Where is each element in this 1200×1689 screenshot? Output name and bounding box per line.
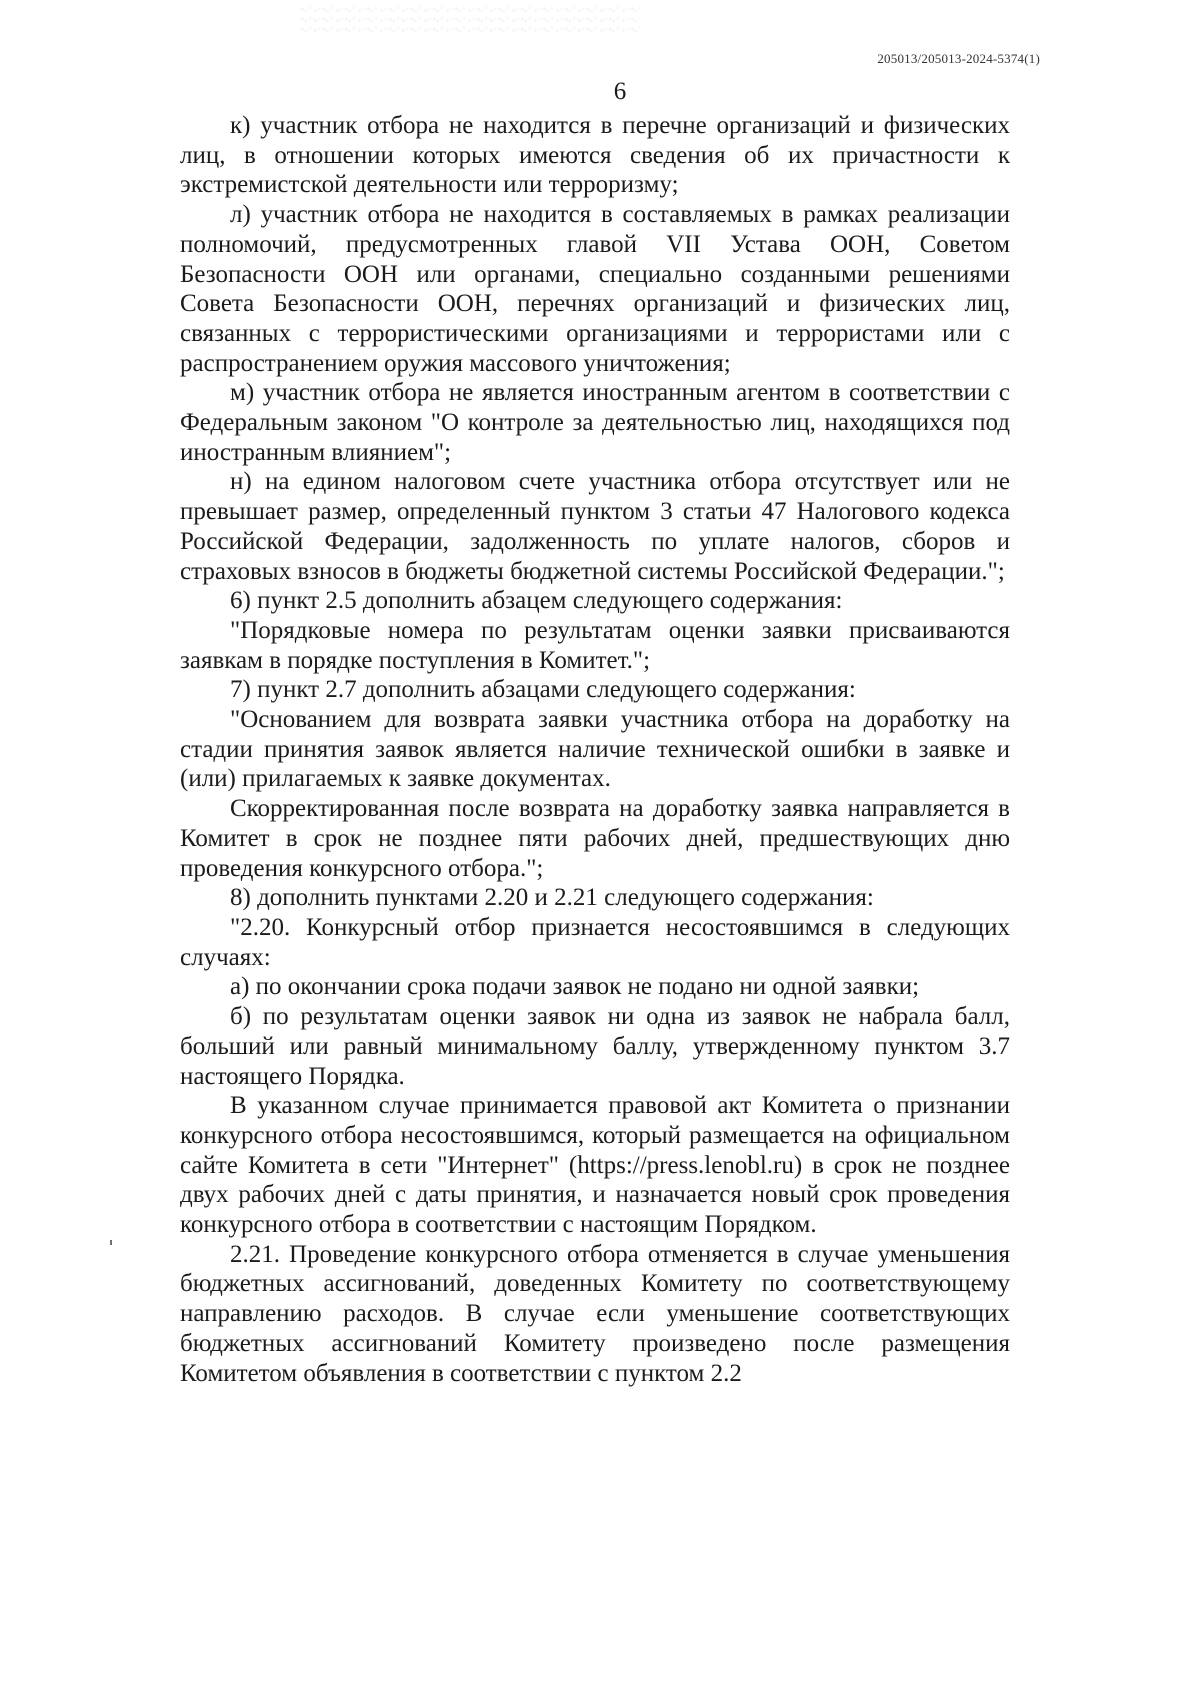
scan-artifact xyxy=(300,5,640,33)
paragraph-2-20: "2.20. Конкурсный отбор признается несостоявшимся в следующих случаях: xyxy=(180,913,1010,971)
paragraph-m: м) участник отбора не является иностранным агентом в соответствии с Федеральным законом "О контроле за деятельностью лиц, находящихся под иностранным влиянием"; xyxy=(180,379,1010,466)
paragraph-item-6: 6) пункт 2.5 дополнить абзацем следующего содержания: xyxy=(230,587,843,615)
paragraph-2-20-case: В указанном случае принимается правовой акт Комитета о признании конкурсного отбора несостоявшимся, который размещается на официальном сайте Комитета в сети "Интернет" (https://press.lenobl.ru) в срок не позднее двух рабочих дней с даты принятия, и назначается новый срок проведения конкурсного отбора в соответствии с настоящим Порядком. xyxy=(180,1092,1010,1239)
page-number: 6 xyxy=(613,78,627,105)
paragraph-item-7-text-2: Скорректированная после возврата на доработку заявка направляется в Комитет в срок не позднее пяти рабочих дней, предшествующих дню проведения конкурсного отбора."; xyxy=(180,795,1010,882)
document-body xyxy=(180,111,1010,1388)
paragraph-k: к) участник отбора не находится в перечне организаций и физических лиц, в отношении которых имеются сведения об их причастности к экстремистской деятельности или терроризму; xyxy=(180,112,1010,199)
paragraph-l: л) участник отбора не находится в составляемых в рамках реализации полномочий, предусмотренных главой VII Устава ООН, Советом Безопасности ООН или органами, специально созданными решениями Совета Безопасности ООН, перечнях организаций и физических лиц, связанных с террористическими организациями и террористами или с распространением оружия массового уничтожения; xyxy=(180,201,1010,377)
paragraph-item-7: 7) пункт 2.7 дополнить абзацами следующего содержания: xyxy=(230,676,856,704)
paragraph-2-20-b: б) по результатам оценки заявок ни одна из заявок не набрала балл, больший или равный минимальному баллу, утвержденному пунктом 3.7 настоящего Порядка. xyxy=(180,1003,1010,1090)
document-id: 205013/205013-2024-5374(1) xyxy=(877,51,1040,66)
scan-speck xyxy=(110,1240,112,1245)
paragraph-item-6-text: "Порядковые номера по результатам оценки заявки присваиваются заявкам в порядке поступления в Комитет."; xyxy=(180,616,1010,674)
paragraph-item-7-text-1: "Основанием для возврата заявки участника отбора на доработку на стадии принятия заявок является наличие технической ошибки в заявке и (или) прилагаемых к заявке документах. xyxy=(180,706,1010,793)
paragraph-2-21: 2.21. Проведение конкурсного отбора отменяется в случае уменьшения бюджетных ассигнований, доведенных Комитету по соответствующему направлению расходов. В случае если уменьшение соответствующих бюджетных ассигнований Комитету произведено после размещения Комитетом объявления в соответствии с пунктом 2.2 xyxy=(180,1240,1010,1387)
paragraph-n: н) на едином налоговом счете участника отбора отсутствует или не превышает размер, определенный пунктом 3 статьи 47 Налогового кодекса Российской Федерации, задолженность по уплате налогов, сборов и страховых взносов в бюджеты бюджетной системы Российской Федерации."; xyxy=(180,468,1010,585)
paragraph-2-20-a: а) по окончании срока подачи заявок не подано ни одной заявки; xyxy=(230,973,920,1001)
paragraph-item-8: 8) дополнить пунктами 2.20 и 2.21 следующего содержания: xyxy=(230,884,874,912)
